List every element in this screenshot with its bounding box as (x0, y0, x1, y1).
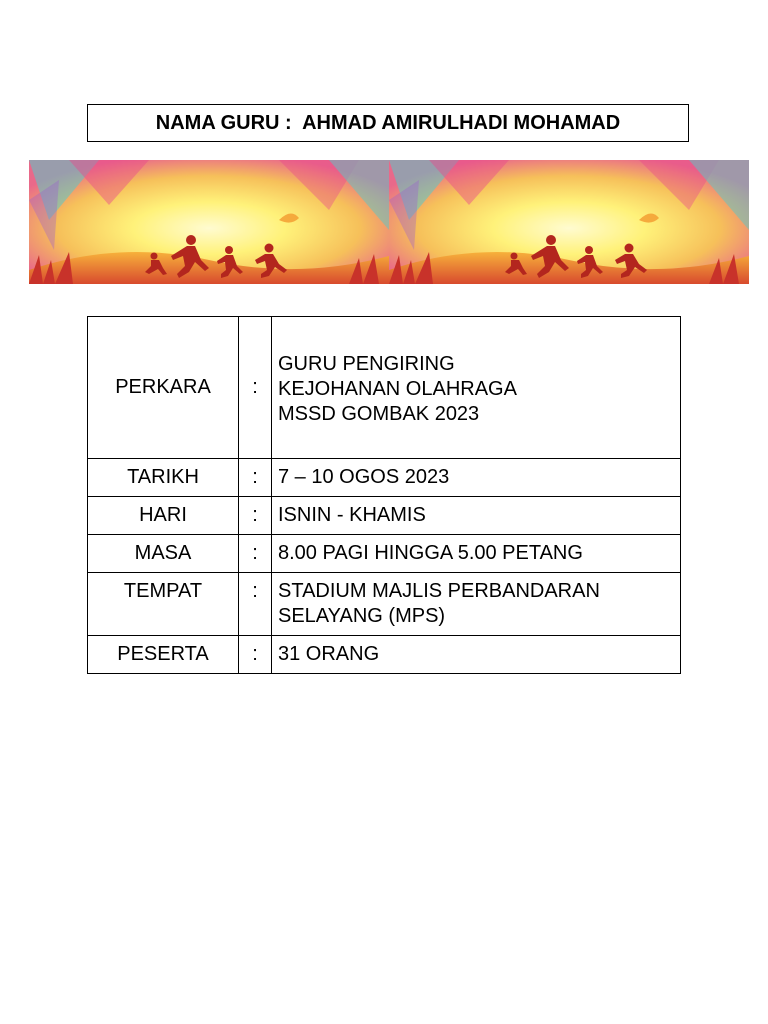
row-colon: : (239, 535, 272, 573)
row-colon: : (239, 459, 272, 497)
row-value: 7 – 10 OGOS 2023 (272, 459, 681, 497)
row-value: ISNIN - KHAMIS (272, 497, 681, 535)
table-row-hari (88, 497, 681, 535)
row-colon: : (239, 636, 272, 674)
row-label: HARI (88, 497, 239, 535)
row-value (272, 317, 681, 459)
value-line: MSSD GOMBAK 2023 (278, 403, 480, 425)
table-row-tempat (88, 573, 681, 636)
row-colon: : (239, 573, 272, 636)
row-colon: : (239, 497, 272, 535)
value-line: GURU PENGIRING (278, 353, 455, 375)
table-row-tarikh (88, 459, 681, 497)
teacher-name-title: NAMA GURU : AHMAD AMIRULHADI MOHAMAD (87, 104, 689, 142)
row-value (272, 573, 681, 636)
row-label: TARIKH (88, 459, 239, 497)
row-value: 31 ORANG (272, 636, 681, 674)
row-value: 8.00 PAGI HINGGA 5.00 PETANG (272, 535, 681, 573)
table-row-perkara (88, 317, 681, 459)
value-line: SELAYANG (MPS) (278, 605, 446, 627)
running-athletes-banner (29, 160, 749, 284)
row-label: PERKARA (88, 317, 239, 459)
value-line: STADIUM MAJLIS PERBANDARAN (278, 580, 600, 602)
row-label: MASA (88, 535, 239, 573)
event-details-table (87, 316, 681, 674)
table-row-masa (88, 535, 681, 573)
row-label: TEMPAT (88, 573, 239, 636)
table-row-peserta (88, 636, 681, 674)
row-colon: : (239, 317, 272, 459)
row-label: PESERTA (88, 636, 239, 674)
value-line: KEJOHANAN OLAHRAGA (278, 378, 517, 400)
